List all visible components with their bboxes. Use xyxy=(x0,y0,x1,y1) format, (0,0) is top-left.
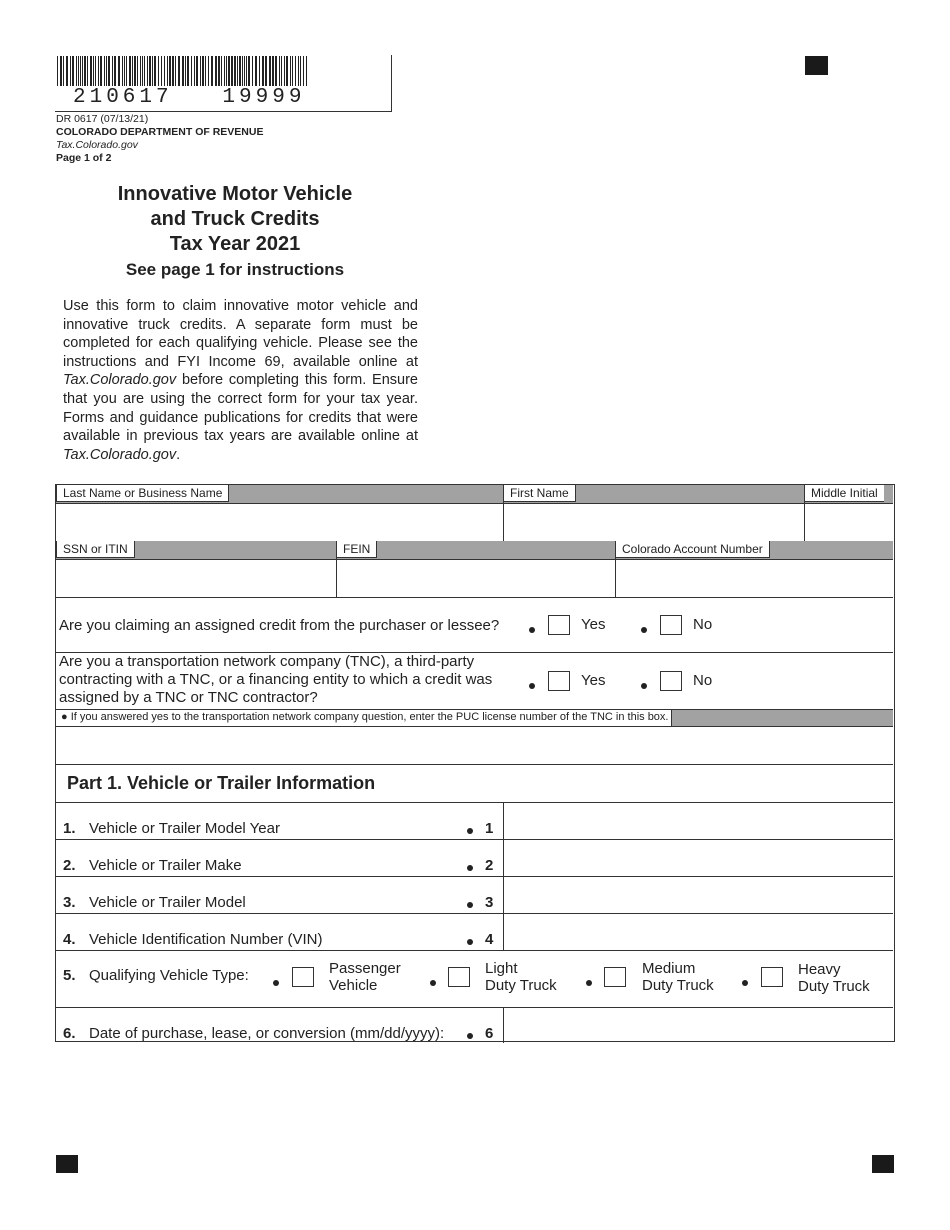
line-label: Date of purchase, lease, or conversion (mm/dd/yyyy): xyxy=(89,1025,445,1042)
registration-mark-bottom-left xyxy=(56,1155,78,1173)
line-ref: 2 xyxy=(485,857,494,874)
barcode-area xyxy=(55,55,392,112)
form-title-line1: Innovative Motor Vehicle xyxy=(117,183,353,205)
ssn-input[interactable] xyxy=(56,559,336,597)
middle-initial-label: Middle Initial xyxy=(804,485,884,502)
vehicle-type-label: Medium Duty Truck xyxy=(642,960,714,994)
make-input[interactable] xyxy=(504,840,893,876)
bullet-icon xyxy=(529,627,535,633)
bullet-icon xyxy=(641,683,647,689)
line-label: Vehicle Identification Number (VIN) xyxy=(89,931,323,948)
bullet-icon xyxy=(430,980,436,986)
website: Tax.Colorado.gov xyxy=(56,139,138,151)
form-subtitle: See page 1 for instructions xyxy=(125,260,345,279)
bullet-icon xyxy=(742,980,748,986)
vin-input[interactable] xyxy=(504,914,893,950)
first-name-label: First Name xyxy=(503,485,576,502)
assigned-credit-no-checkbox[interactable] xyxy=(660,615,682,635)
assigned-credit-no-label: No xyxy=(693,616,713,633)
model-input[interactable] xyxy=(504,877,893,913)
fein-input[interactable] xyxy=(336,559,615,597)
bullet-icon: ● xyxy=(61,711,71,723)
bullet-icon xyxy=(641,627,647,633)
vehicle-type-label: Light Duty Truck xyxy=(485,960,557,994)
line-number: 4. xyxy=(63,931,76,948)
line-label: Qualifying Vehicle Type: xyxy=(89,967,249,984)
barcode-number: 210617 19999 xyxy=(73,86,306,109)
registration-mark-bottom-right xyxy=(872,1155,894,1173)
tnc-yes-checkbox[interactable] xyxy=(548,671,570,691)
assigned-credit-yes-label: Yes xyxy=(581,616,606,633)
form-title-line2: and Truck Credits xyxy=(150,208,320,230)
bullet-icon xyxy=(586,980,592,986)
website-link[interactable]: Tax.Colorado.gov xyxy=(63,372,177,389)
form-id: DR 0617 (07/13/21) xyxy=(56,113,149,125)
heavy-duty-truck-checkbox[interactable] xyxy=(761,967,783,987)
tnc-question: Are you a transportation network company (TNC), a third-party contracting with a TNC, or a financing entity to which a credit was assigned by a TNC or TNC contractor? xyxy=(59,653,493,706)
line-ref: 1 xyxy=(485,820,494,837)
passenger-vehicle-checkbox[interactable] xyxy=(292,967,314,987)
line-label: Vehicle or Trailer Model xyxy=(89,894,246,911)
bullet-icon xyxy=(467,828,473,834)
vehicle-type-label: Passenger Vehicle xyxy=(329,960,401,994)
registration-mark-top-right xyxy=(805,56,828,75)
assigned-credit-question: Are you claiming an assigned credit from the purchaser or lessee? xyxy=(59,617,500,634)
intro-paragraph: Use this form to claim innovative motor vehicle and innovative truck credits. A separate form must be completed for each qualifying vehicle. Please see the instructions and FYI Income 69, available online at Tax.Colorado.gov before completing this form. Ensure that you are using the correct form for your tax year. Forms and guidance publications for credits that were available in previous tax years are available online at Tax.Colorado.gov. xyxy=(63,298,418,463)
department-name: COLORADO DEPARTMENT OF REVENUE xyxy=(56,126,264,138)
line-ref: 3 xyxy=(485,894,494,911)
bullet-icon xyxy=(529,683,535,689)
light-duty-truck-checkbox[interactable] xyxy=(448,967,470,987)
middle-initial-input[interactable] xyxy=(804,503,893,541)
tnc-no-label: No xyxy=(693,672,713,689)
ssn-label: SSN or ITIN xyxy=(56,541,135,558)
purchase-date-input[interactable] xyxy=(504,1008,893,1041)
line-number: 1. xyxy=(63,820,76,837)
fein-label: FEIN xyxy=(336,541,377,558)
puc-license-note: ● If you answered yes to the transportation network company question, enter the PUC license number of the TNC in this box. xyxy=(56,709,672,726)
line-ref: 6 xyxy=(485,1025,494,1042)
first-name-input[interactable] xyxy=(503,503,804,541)
line-label: Vehicle or Trailer Make xyxy=(89,857,242,874)
bullet-icon xyxy=(273,980,279,986)
assigned-credit-yes-checkbox[interactable] xyxy=(548,615,570,635)
part1-title: Part 1. Vehicle or Trailer Information xyxy=(67,773,376,793)
page-number: Page 1 of 2 xyxy=(56,152,112,164)
bullet-icon xyxy=(467,1033,473,1039)
vehicle-type-label: Heavy Duty Truck xyxy=(798,961,870,995)
line-number: 6. xyxy=(63,1025,76,1042)
tnc-no-checkbox[interactable] xyxy=(660,671,682,691)
account-number-label: Colorado Account Number xyxy=(615,541,770,558)
bullet-icon xyxy=(467,939,473,945)
line-ref: 4 xyxy=(485,931,494,948)
website-link[interactable]: Tax.Colorado.gov xyxy=(63,446,177,463)
line-number: 5. xyxy=(63,967,76,984)
puc-license-input[interactable] xyxy=(56,726,893,764)
medium-duty-truck-checkbox[interactable] xyxy=(604,967,626,987)
last-name-label: Last Name or Business Name xyxy=(56,485,229,502)
line-number: 3. xyxy=(63,894,76,911)
form-title-line3: Tax Year 2021 xyxy=(169,233,301,255)
line-number: 2. xyxy=(63,857,76,874)
line-label: Vehicle or Trailer Model Year xyxy=(89,820,280,837)
account-number-input[interactable] xyxy=(615,559,893,597)
bullet-icon xyxy=(467,902,473,908)
model-year-input[interactable] xyxy=(504,803,893,839)
barcode-image xyxy=(57,56,309,86)
tnc-yes-label: Yes xyxy=(581,672,606,689)
bullet-icon xyxy=(467,865,473,871)
last-name-input[interactable] xyxy=(56,503,503,541)
credit-form xyxy=(55,484,895,1042)
